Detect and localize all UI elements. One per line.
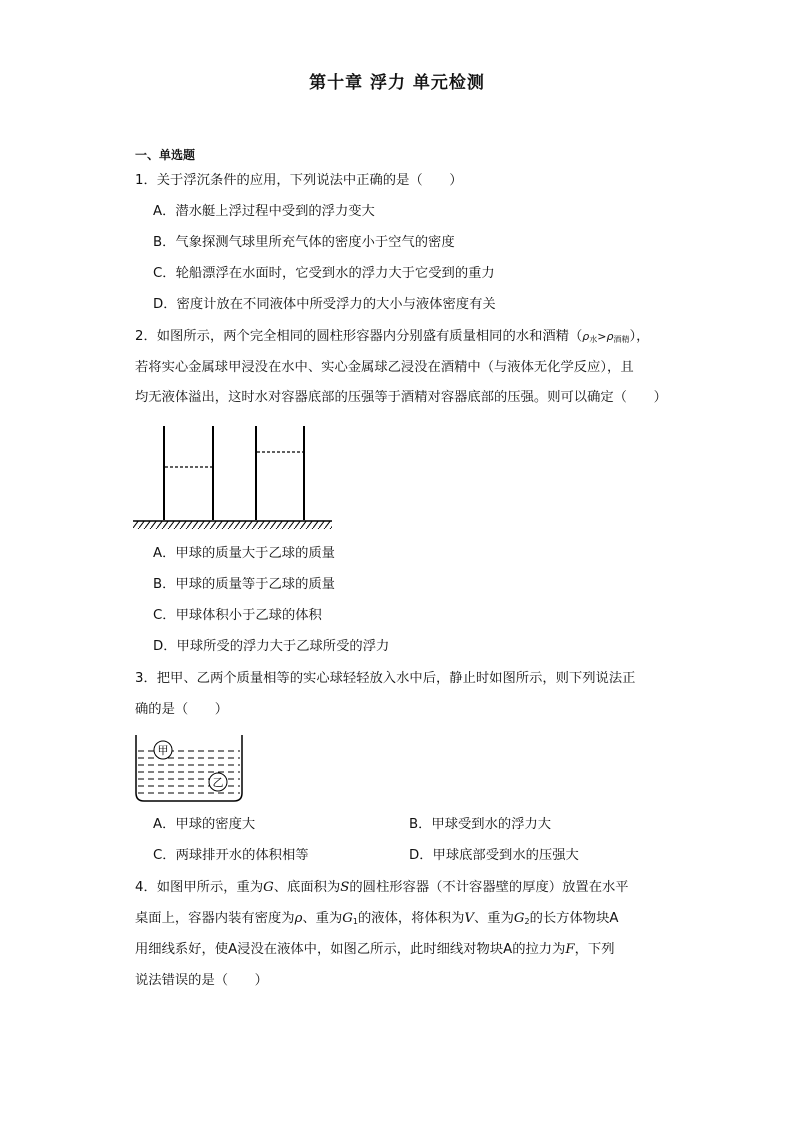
q3-option-a[interactable]: A．甲球的密度大 — [153, 817, 256, 832]
q3-water-tank-figure — [134, 733, 246, 805]
q1-option-b[interactable]: B．气象探测气球里所充气体的密度小于空气的密度 — [153, 235, 455, 250]
q4-stem-line4: 说法错误的是（ ） — [135, 973, 268, 988]
q3-stem-line2: 确的是（ ） — [135, 702, 229, 717]
q3-option-d[interactable]: D．甲球底部受到水的压强大 — [409, 848, 579, 863]
ball-yi-label: 乙 — [212, 776, 224, 789]
q2-option-c[interactable]: C．甲球体积小于乙球的体积 — [153, 608, 322, 623]
q3-option-c[interactable]: C．两球排开水的体积相等 — [153, 848, 309, 863]
q2-option-d[interactable]: D．甲球所受的浮力大于乙球所受的浮力 — [153, 639, 390, 654]
q2-stem-line2: 若将实心金属球甲浸没在水中、实心金属球乙浸没在酒精中（与液体无化学反应），且 — [135, 360, 634, 375]
q3-stem-line1: 3．把甲、乙两个质量相等的实心球轻轻放入水中后，静止时如图所示，则下列说法正 — [135, 671, 636, 686]
section-heading: 一、单选题 — [135, 148, 196, 162]
q1-option-a[interactable]: A．潜水艇上浮过程中受到的浮力变大 — [153, 204, 375, 219]
q1-option-c[interactable]: C．轮船漂浮在水面时，它受到水的浮力大于它受到的重力 — [153, 266, 495, 281]
q3-option-b[interactable]: B．甲球受到水的浮力大 — [409, 817, 552, 832]
page-title: 第十章 浮力 单元检测 — [309, 73, 485, 93]
q4-stem-line1: 4．如图甲所示，重为G、底面积为S的圆柱形容器（不计容器壁的厚度）放置在水平 — [135, 880, 629, 895]
q1-stem: 1．关于浮沉条件的应用，下列说法中正确的是（ ） — [135, 173, 463, 188]
q2-stem-line3: 均无液体溢出，这时水对容器底部的压强等于酒精对容器底部的压强。则可以确定（ ） — [135, 390, 667, 405]
q2-containers-figure — [133, 424, 333, 534]
q2-option-a[interactable]: A．甲球的质量大于乙球的质量 — [153, 546, 335, 561]
q2-stem-line1: 2．如图所示，两个完全相同的圆柱形容器内分别盛有质量相同的水和酒精$(\rho_水>\rho_{酒精})$， — [135, 329, 650, 344]
q4-stem-line2: 桌面上，容器内装有密度为ρ、重为$G_1$的液体，将体积为V、重为$G_2$的长方体物块A — [135, 911, 619, 926]
q2-option-b[interactable]: B．甲球的质量等于乙球的质量 — [153, 577, 335, 592]
q4-stem-line3: 用细线系好，使A浸没在液体中，如图乙所示，此时细线对物块A的拉力为F，下列 — [135, 942, 615, 957]
ball-jia-label: 甲 — [157, 744, 169, 757]
q1-option-d[interactable]: D．密度计放在不同液体中所受浮力的大小与液体密度有关 — [153, 297, 496, 312]
